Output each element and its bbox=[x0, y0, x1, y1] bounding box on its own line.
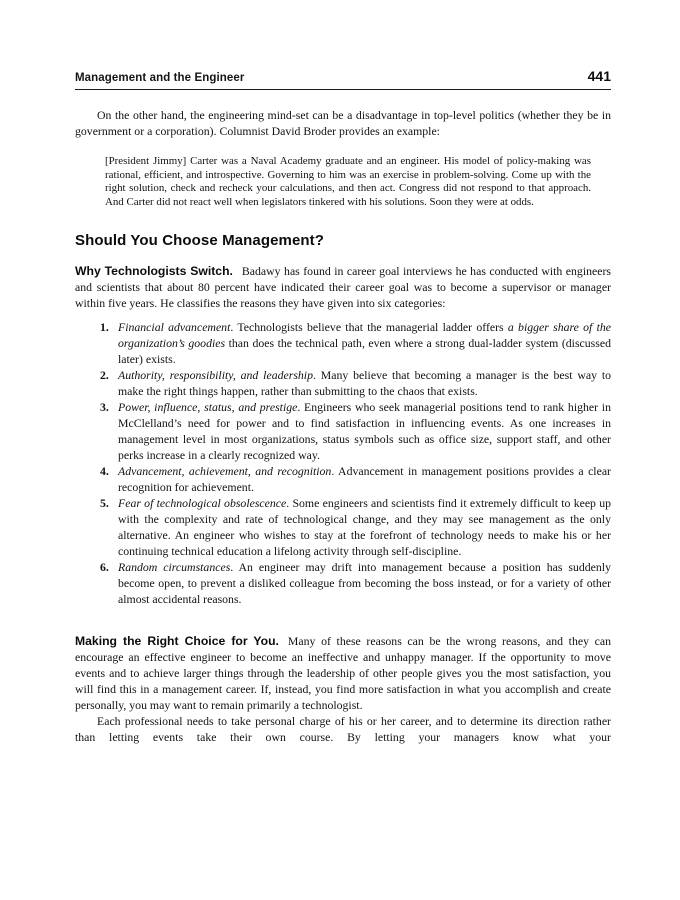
list-item-text: . Engineers who seek managerial positions tend to rank higher in McClelland’s need for power and to find satisfaction in influencing events. As one increases in management level in most organizations, status symbols such as office size, support staff, and other perks increase in a clearly recognized way. bbox=[118, 400, 611, 463]
list-item-text-end: than does the technical path, even where a strong dual-ladder system (discussed later) exists. bbox=[118, 336, 612, 367]
list-item-1 bbox=[75, 319, 611, 367]
list-item-number: 4. bbox=[100, 464, 109, 479]
list-item-text: . Some engineers and scientists find it extremely difficult to keep up with the complexity and rate of technological change, and they may see management as the only alternative. An engineer who wishes to stay at the forefront of technology needs to make his or her continuing technical education a lifelong activity through self-discipline. bbox=[118, 496, 611, 559]
list-item-lead: Advancement, achievement, and recognition bbox=[118, 464, 332, 479]
subsection-body-right-choice: Many of these reasons can be the wrong reasons, and they can encourage an effective engineer to become an ineffective and unhappy manager. If the opportunity to move events and to achieve larger things through the leadership of other people gives you the most satisfaction, you will find this in a management career. If, instead, you find more satisfaction in what you accomplish and create personally, you may want to remain primarily a technologist. bbox=[75, 634, 611, 713]
list-item-lead: Random circumstances bbox=[118, 560, 231, 575]
list-item-4 bbox=[75, 463, 611, 495]
list-item-text: . Technologists believe that the managerial ladder offers bbox=[230, 320, 508, 335]
quote-block: [President Jimmy] Carter was a Naval Academy graduate and an engineer. His model of policy-making was rational, efficient, and introspective. Governing to him was an exercise in problem-solving. Come up with the right solution, check and recheck your calculations, and then act. Congress did not respond to that approach. And Carter did not react well when legislators tinkered with his solutions. Soon they were at odds. bbox=[105, 155, 591, 208]
list-item-lead: Financial advancement bbox=[118, 320, 231, 335]
list-item-lead: Power, influence, status, and prestige bbox=[118, 400, 298, 415]
page-content bbox=[75, 68, 611, 745]
list-item-6 bbox=[75, 559, 611, 607]
list-item-text: . Many believe that becoming a manager is the best way to make the right things happen, rather than submitting to the chaos that exists. bbox=[118, 368, 611, 399]
list-item-lead: Authority, responsibility, and leadership bbox=[118, 368, 313, 383]
subsection-lead-why-switch: Why Technologists Switch. bbox=[75, 264, 233, 279]
list-item-number: 1. bbox=[100, 320, 109, 335]
subsection-lead-right-choice: Making the Right Choice for You. bbox=[75, 634, 279, 649]
subsection-right-choice bbox=[75, 633, 611, 713]
running-header-title: Management and the Engineer bbox=[75, 72, 245, 84]
list-item-number: 6. bbox=[100, 560, 109, 575]
list-item-lead: Fear of technological obsolescence bbox=[118, 496, 287, 511]
running-header bbox=[75, 68, 611, 90]
list-item-text: . An engineer may drift into management because a position has suddenly become open, to prevent a disliked colleague from becoming the boss instead, or for a variety of other almost accidental reasons. bbox=[118, 560, 611, 607]
list-item-number: 2. bbox=[100, 368, 109, 383]
intro-paragraph: On the other hand, the engineering mind-set can be a disadvantage in top-level politics (whether they be in government or a corporation). Columnist David Broder provides an example: bbox=[75, 108, 611, 138]
section-heading: Should You Choose Management? bbox=[75, 232, 325, 250]
reasons-list bbox=[75, 319, 611, 607]
closing-paragraph: Each professional needs to take personal charge of his or her career, and to determine its direction rather than letting events take their own course. By letting your managers know what your bbox=[75, 714, 611, 745]
subsection-why-switch bbox=[75, 263, 611, 311]
list-item-emphasis: a bigger share of the organization’s goodies bbox=[118, 320, 611, 351]
page-number: 441 bbox=[587, 68, 611, 84]
list-item-number: 5. bbox=[100, 496, 109, 511]
list-item-3 bbox=[75, 399, 611, 463]
list-item-2 bbox=[75, 367, 611, 399]
subsection-body-why-switch: Badawy has found in career goal interviews he has conducted with engineers and scientists that about 80 percent have indicated their career goal was to become a supervisor or manager within five years. He classifies the reasons they have given into six categories: bbox=[75, 264, 611, 311]
list-item-text: . Advancement in management positions provides a clear recognition for achievement. bbox=[118, 464, 611, 495]
list-item-5 bbox=[75, 495, 611, 559]
list-item-number: 3. bbox=[100, 400, 109, 415]
